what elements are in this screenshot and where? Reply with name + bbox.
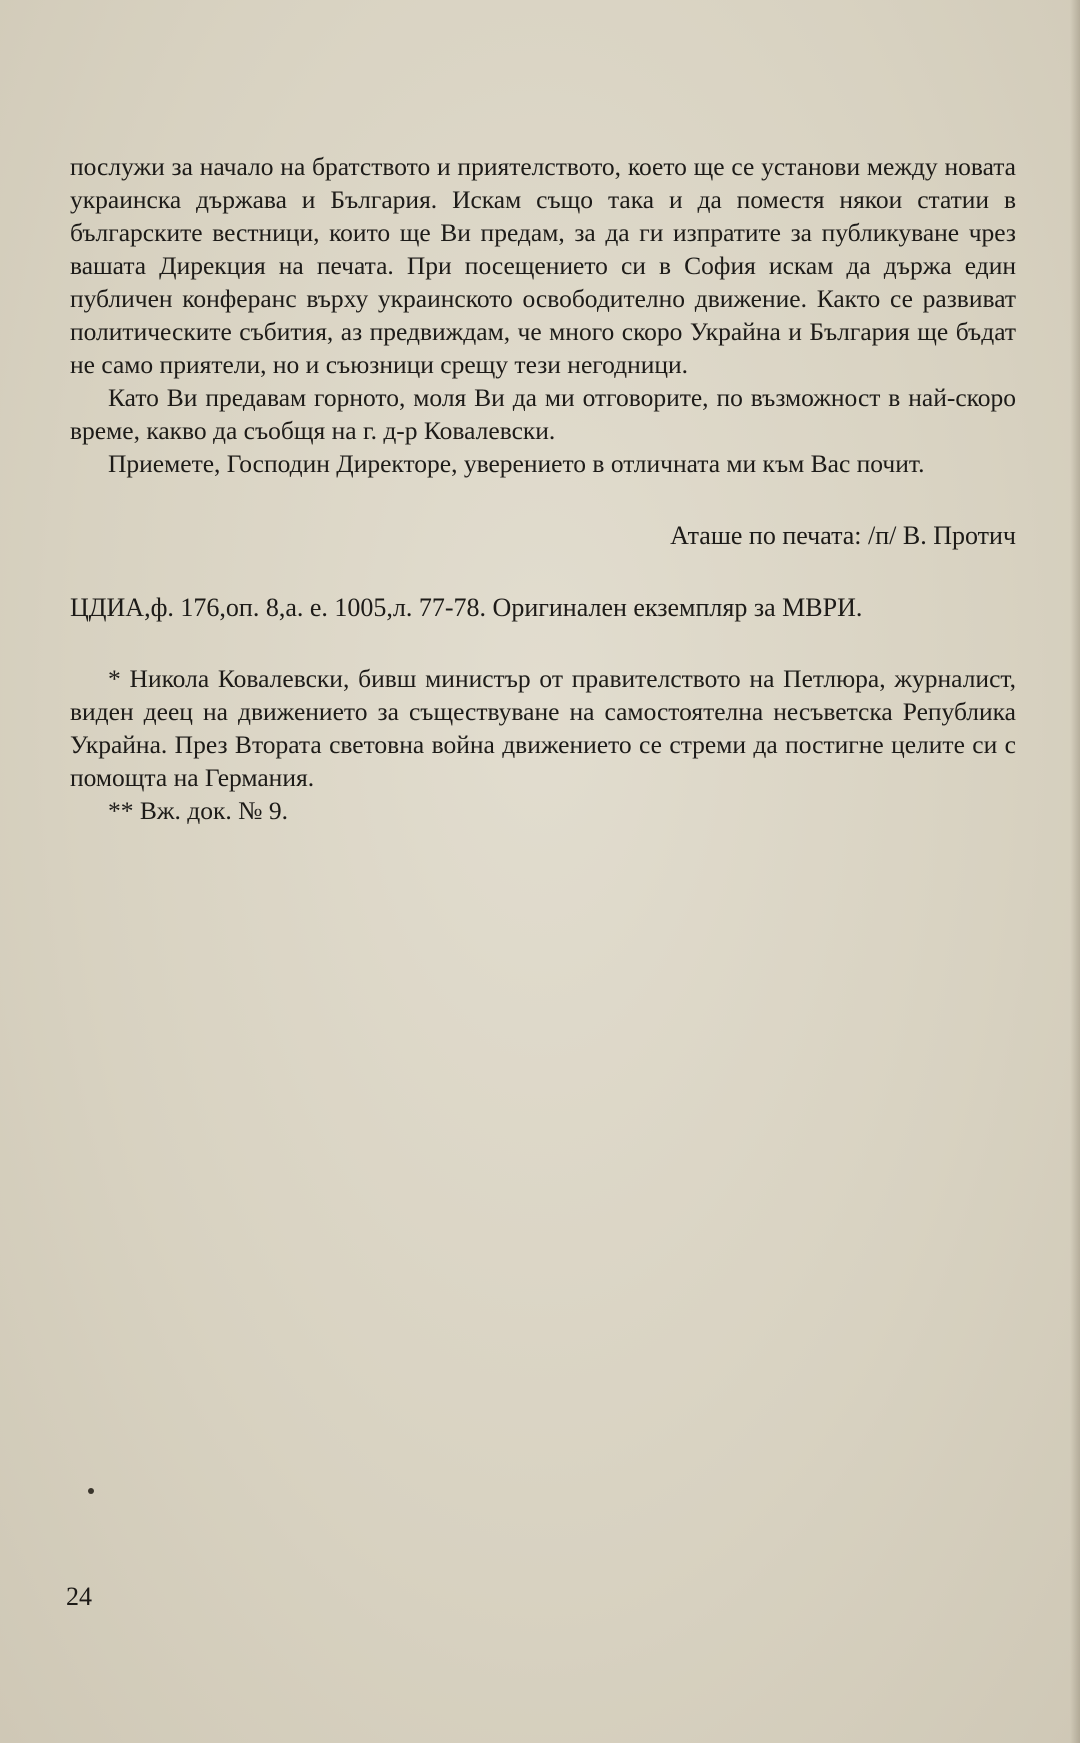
footnote-1: * Никола Ковалевски, бивш министър от правителството на Петлюра, журналист, виден деец на движението за съществуване на самостоятелна несъветска Република Украйна. През Втората световна война движението се стреми да постигне целите си с помощта на Германия.: [70, 664, 1016, 792]
letter-paragraph-1: послужи за начало на братството и приятелството, което ще се установи между новата украинска държава и България. Искам също така и да поместя някои статии в българските вестници, които ще Ви предам, за да ги изпратите за публикуване чрез вашата Дирекция на печата. При посещението си в София искам да държа един публичен конферанс върху украинското освободително движение. Както се развиват политическите събития, аз предвиждам, че много скоро Украйна и България ще бъдат не само приятели, но и съюзници срещу тези негодници.: [70, 152, 1016, 379]
ink-speck: [88, 1488, 94, 1494]
letter-paragraph-2: Като Ви предавам горното, моля Ви да ми отговорите, по възможност в най-скоро време, какво да съобщя на г. д-р Ковалевски.: [70, 383, 1016, 445]
text-block: [70, 150, 1016, 827]
page-number: 24: [66, 1582, 92, 1611]
signature-line: Аташе по печата: /п/ В. Протич: [670, 521, 1016, 550]
footnote-2: ** Вж. док. № 9.: [108, 796, 288, 825]
letter-paragraph-3: Приемете, Господин Директоре, уверението в отличната ми към Вас почит.: [108, 449, 925, 478]
footnotes: [70, 662, 1016, 827]
archive-reference: ЦДИА,ф. 176,оп. 8,а. е. 1005,л. 77-78. Оригинален екземпляр за МВРИ.: [70, 593, 863, 622]
page-edge-shadow: [1070, 0, 1080, 1743]
